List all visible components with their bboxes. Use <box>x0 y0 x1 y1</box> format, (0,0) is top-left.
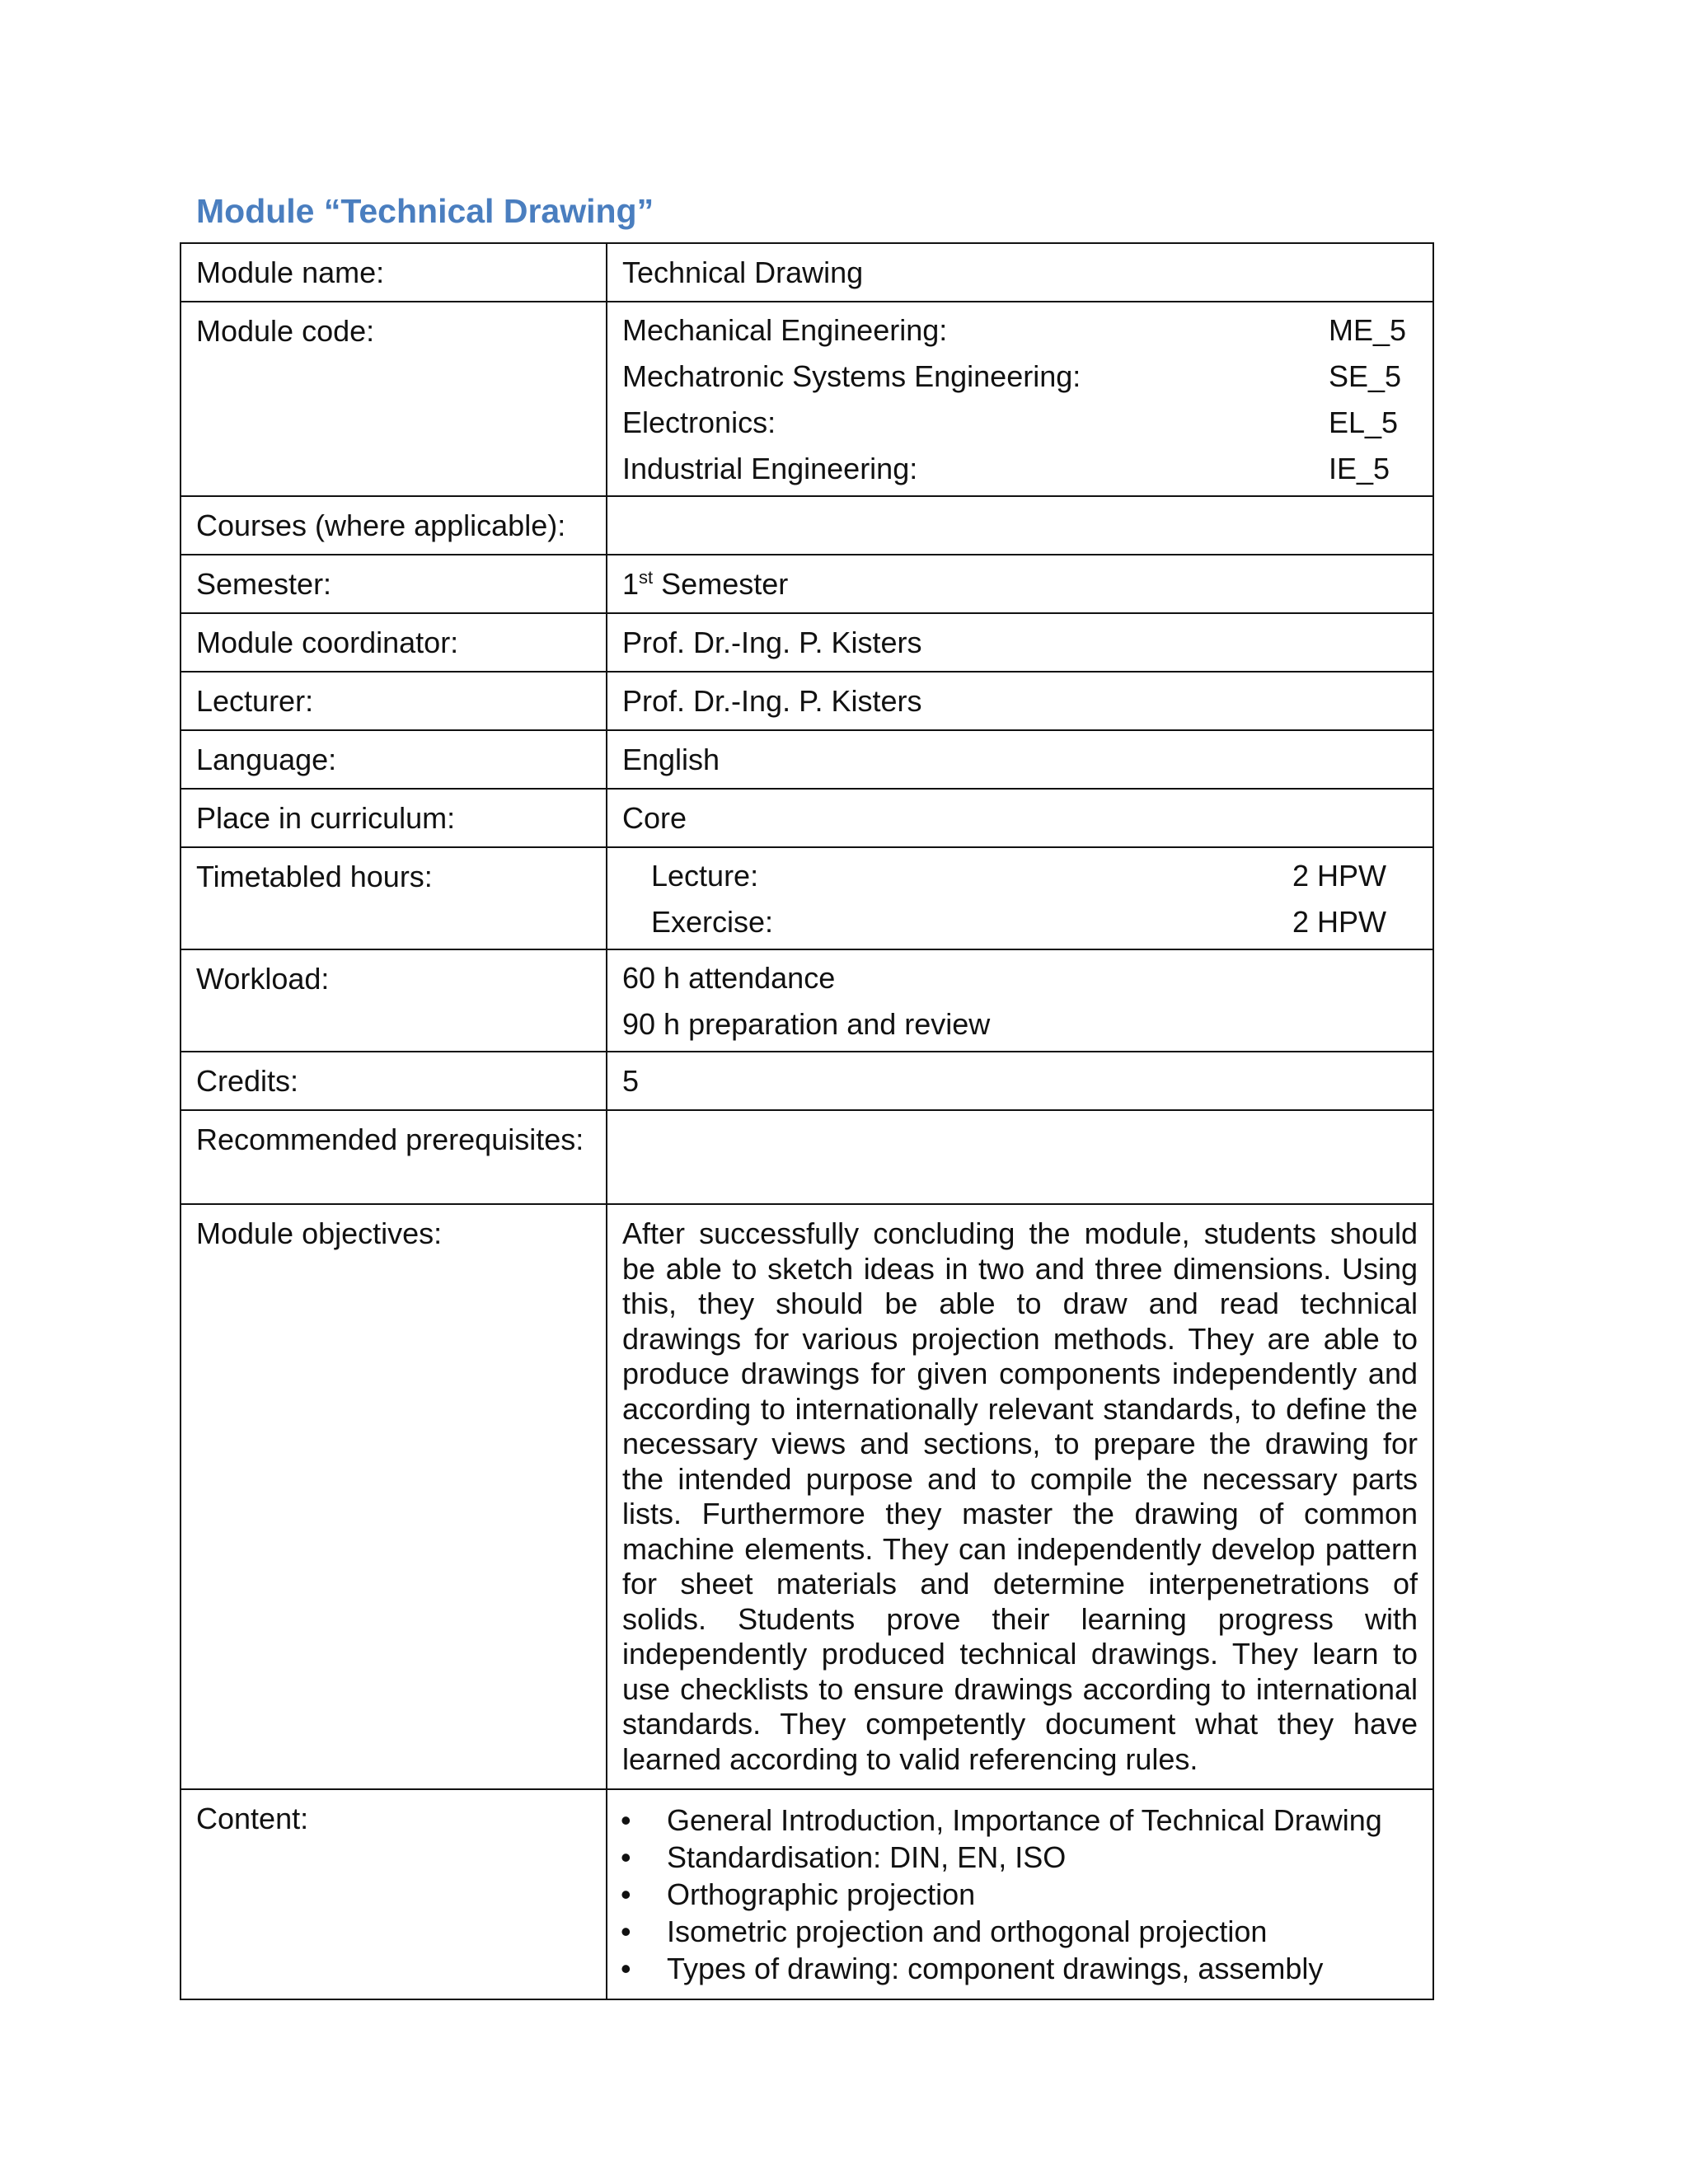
module-table <box>180 242 1434 2000</box>
semester-number: 1 <box>622 567 640 601</box>
content-list <box>617 1802 1419 1987</box>
list-item-text: Standardisation: DIN, EN, ISO <box>667 1840 1067 1874</box>
list-item-text: General Introduction, Importance of Technical Drawing <box>667 1803 1382 1837</box>
row-label: Recommended prerequisites: <box>181 1110 607 1204</box>
row-value: 5 <box>607 1052 1433 1110</box>
workload-line: 90 h preparation and review <box>622 1007 991 1041</box>
timetabled-list <box>607 847 1433 949</box>
table-row-prerequisites <box>181 1110 1433 1204</box>
row-value <box>607 555 1433 613</box>
module-code-entry <box>622 400 1419 446</box>
list-item-text: Orthographic projection <box>667 1877 976 1911</box>
table-row-credits <box>181 1052 1433 1110</box>
row-value <box>607 1204 1433 1789</box>
program-name: Electronics: <box>622 405 776 439</box>
timetabled-entry <box>622 853 1419 899</box>
list-item <box>617 1802 1419 1839</box>
program-name: Mechanical Engineering: <box>622 313 948 347</box>
row-value <box>607 1110 1433 1204</box>
program-code: SE_5 <box>1329 359 1402 393</box>
table-row-courses <box>181 496 1433 555</box>
workload-line: 60 h attendance <box>622 961 836 995</box>
table-row-module-code <box>181 302 1433 496</box>
table-row-workload <box>181 949 1433 1052</box>
row-label: Lecturer: <box>181 672 607 730</box>
table-row-timetabled <box>181 847 1433 949</box>
row-value: Prof. Dr.-Ing. P. Kisters <box>607 672 1433 730</box>
bullet: • <box>621 1803 631 1837</box>
row-value: English <box>607 730 1433 789</box>
row-label: Timetabled hours: <box>181 847 607 949</box>
row-label: Language: <box>181 730 607 789</box>
row-label: Place in curriculum: <box>181 789 607 847</box>
program-code: ME_5 <box>1329 313 1407 347</box>
module-code-entry <box>622 307 1419 354</box>
table-row-language <box>181 730 1433 789</box>
module-code-entry <box>622 354 1419 400</box>
row-label: Module coordinator: <box>181 613 607 672</box>
module-code-list <box>607 302 1433 496</box>
hours-value: 2 HPW <box>1292 859 1386 893</box>
table-row-place <box>181 789 1433 847</box>
row-label: Semester: <box>181 555 607 613</box>
semester-word: Semester <box>661 567 789 601</box>
table-row-module-name <box>181 243 1433 302</box>
objectives-text: After successfully concluding the module, students should be able to sketch ideas in two and three dimensions. Using this, they should be able to draw and read technical drawings for various projection methods. They are able to produce drawings for given components independently and according to internationally relevant standards, to define the necessary views and sections, to prepare the drawing for the intended purpose and to compile the necessary parts lists. Furthermore they master the drawing of common machine elements. They can independently develop pattern for sheet materials and determine interpenetrations of solids. Students prove their learning progress with independently produced technical drawings. They learn to use checklists to ensure drawings according to international standards. They competently document what they have learned according to valid referencing rules. <box>622 1216 1418 1776</box>
row-label: Module objectives: <box>181 1204 607 1789</box>
table-row-objectives <box>181 1204 1433 1789</box>
row-label: Courses (where applicable): <box>181 496 607 555</box>
program-code: IE_5 <box>1329 452 1390 485</box>
page-title: Module “Technical Drawing” <box>196 192 654 230</box>
program-name: Industrial Engineering: <box>622 452 918 485</box>
list-item <box>617 1839 1419 1876</box>
bullet: • <box>621 1877 631 1911</box>
row-value <box>607 496 1433 555</box>
row-value: Core <box>607 789 1433 847</box>
table-row-coordinator <box>181 613 1433 672</box>
list-item <box>617 1913 1419 1950</box>
row-label: Module name: <box>181 243 607 302</box>
list-item <box>617 1950 1419 1987</box>
row-value <box>607 1789 1433 1999</box>
hours-value: 2 HPW <box>1292 905 1386 939</box>
workload-list <box>607 949 1433 1052</box>
table-row-content <box>181 1789 1433 1999</box>
list-item-text: Isometric projection and orthogonal projection <box>667 1915 1268 1948</box>
hours-type: Lecture: <box>651 859 759 893</box>
row-label: Module code: <box>181 302 607 496</box>
bullet: • <box>621 1840 631 1874</box>
program-name: Mechatronic Systems Engineering: <box>622 359 1081 393</box>
semester-suffix: st <box>639 567 654 588</box>
program-code: EL_5 <box>1329 405 1399 439</box>
row-value: Technical Drawing <box>607 243 1433 302</box>
list-item <box>617 1876 1419 1913</box>
module-code-entry <box>622 446 1419 492</box>
timetabled-entry <box>622 899 1419 945</box>
table-row-lecturer <box>181 672 1433 730</box>
row-label: Content: <box>181 1789 607 1999</box>
row-label: Workload: <box>181 949 607 1052</box>
hours-type: Exercise: <box>651 905 774 939</box>
row-label: Credits: <box>181 1052 607 1110</box>
bullet: • <box>621 1952 631 1985</box>
table-row-semester <box>181 555 1433 613</box>
bullet: • <box>621 1915 631 1948</box>
list-item-text: Types of drawing: component drawings, assembly <box>667 1952 1324 1985</box>
row-value: Prof. Dr.-Ing. P. Kisters <box>607 613 1433 672</box>
